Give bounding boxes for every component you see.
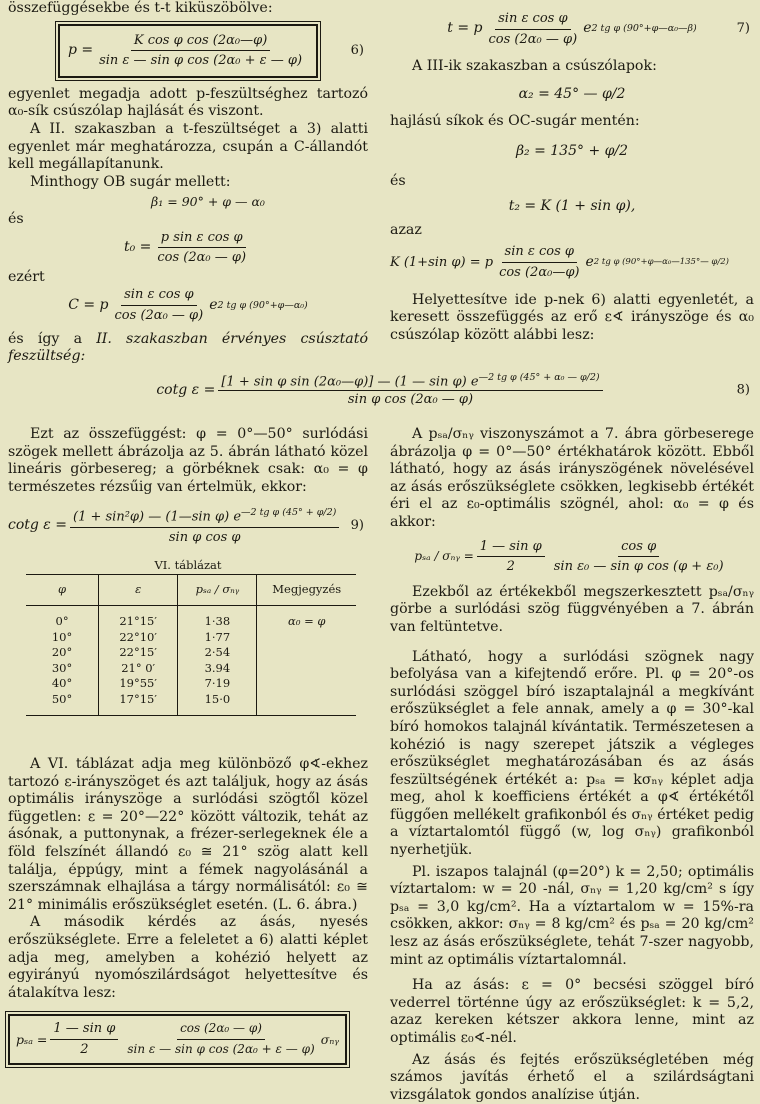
equation-7: t = p $\frac{\text{sin ε cos φ}}{\text{cos (2α₀ — φ)}}$ e 2 tg φ (90°+φ—α₀—β) 7) [447,11,750,47]
fraction: $\frac{\text{sin ε cos φ}}{\text{cos (2α₀—φ)}}$ [499,244,580,280]
right-column-bottom [390,426,754,1104]
equation-alpha2: α₂ = 45° — φ/2 [518,85,626,102]
left-column-top [8,0,368,366]
table-row: 30° 21° 0′ 3.94 [26,661,356,677]
paragraph: A második kérdés az ásás, nyesés erőszükséglete. Erre a feleletet a 6) alatti képlet adja meg, amelyben a kohézió helyett az egyirányú nyomószilárdságot helyettesítve és átalakítva lesz: [8,914,368,1001]
paragraph: összefüggésekbe és t-t kiküszöbölve: [8,0,273,16]
equation-beta2: β₂ = 135° + φ/2 [515,142,629,159]
table-row: 10° 22°10′ 1·77 [26,630,356,646]
left-column-bottom [8,426,368,1065]
table-row: 50° 17°15′ 15·0 [26,692,356,716]
table-row: 20° 22°15′ 2·54 [26,645,356,661]
fraction: $\frac{\text{1 — sin φ}}{2}$ [50,1020,118,1058]
equation-bottom-box: pₛₐ = $\frac{\text{1 — sin φ}}{2}$ $\frac{\text{cos (2α₀ — φ)}}{\text{sin ε — sin φ cos (2α₀ + ε — φ)}}$ σₙᵧ [8,1014,347,1064]
data-table [26,574,356,716]
equation-9: cotg ε = $\frac{(1 + \sin^2\varphi) — (1—\sin \varphi) e^{—2 tg \varphi (45^\circ + \varphi/2)}}{\text{sin φ cos φ}}$ 9) [8,504,368,547]
paragraph: A pₛₐ/σₙᵧ viszonyszámot a 7. ábra görbeserege ábrázolja φ = 0°—50° értékhatárok között. Ebből látható, hogy az ásás irányszögének növelésével az ásás erőszükséglete csökken, legkisebb értékét éri el az ε₀-optimális szögnél, ahol: α₀ = φ és akkor: [390,426,754,530]
fraction: $\frac{\text{K cos φ cos (2α₀—φ)}}{\text{sin ε — sin φ cos (2α₀ + ε — φ)}}$ [99,32,303,69]
equation-8: cotg ε = [1 + sin φ sin (2α₀—φ)] — (1 — sin φ) $e^{—2 tg \varphi (45^\circ + \alpha_0 — \varphi/2)}$ sin φ cos (2α₀ — φ) 8) [156,372,750,408]
equation-bottom [8,1014,368,1064]
paragraph: A VI. táblázat adja meg különböző φ∢-ekhez tartozó ε-irányszöget és azt találjuk, hogy az ásás optimális irányszöge a surlódási szögtől közel független: ε = 20°—22° között változik, tehát az ásónak, a puttonynak, a frézer-serlegeknek éle a föld felszínét állandó ε₀ ≅ 21° szög alatt kell találja, éppúgy, mint a fémek nagyolásánál a szerszámnak elhajlása a tárgy normálisától: ε₀ ≅ 21° minimális erőszükséglet esetén. (L. 6. ábra.) [8,756,368,913]
paragraph: Pl. iszapos talajnál (φ=20°) k = 2,50; optimális víztartalom: w = 20 -nál, σₙᵧ = 1,20 kg/cm² s így pₛₐ = 3,0 kg/cm². Ha a víztartalom w = 15%-ra csökken, akkor: σₙᵧ = 8 kg/cm² és pₛₐ = 20 kg/cm² lesz az ásás erőszükséglete, tehát 7-szer nagyobb, mint az optimális víztartalomnál. [390,863,754,968]
fraction: $\frac{\text{cos (2α₀ — φ)}}{\text{sin ε — sin φ cos (2α₀ + ε — φ)}}$ [127,1021,315,1056]
equation-optimal: pₛₐ / σₙᵧ = $\frac{\text{1 — sin φ}}{2}$ $\frac{\text{cos φ}}{\text{sin ε₀ — sin φ cos (φ + ε₀)}}$ [390,538,754,576]
equation-6-box: p = $\frac{\text{K cos φ cos (2α₀—φ)}}{\text{sin ε — sin φ cos (2α₀ + ε — φ)}}$ [58,24,318,78]
equation-number: 7) [736,21,750,37]
paragraph: Ezt az összefüggést: φ = 0°—50° surlódási szögek mellett ábrázolja az 5. ábrán látható közel lineáris görbesereg; a görbéknek csak: α₀ = φ természetes rézsűig van értelmük, ekkor: [8,426,368,495]
fraction: $\frac{\text{1 — sin φ}}{2}$ [477,538,545,576]
paragraph: A II. szakaszban a t-feszültséget a 3) alatti egyenlet már meghatározza, csupán a C-állandót kell megállapítanunk. [8,120,368,173]
fraction: [1 + sin φ sin (2α₀—φ)] — (1 — sin φ) $e^{—2 tg \varphi (45^\circ + \alpha_0 — \varphi/2)}$ sin φ cos (2α₀ — φ) [218,372,602,407]
paragraph: Helyettesítve ide p-nek 6) alatti egyenletét, a keresett összefüggés az erő ε∢ irányszöge és α₀ csúszólap között alábbi lesz: [390,291,754,343]
paragraph: Minthogy OB sugár mellett: [30,173,231,190]
paragraph: Látható, hogy a surlódási szögnek nagy befolyása van a kifejtendő erőre. Pl. φ = 20°-os surlódási szöggel bíró iszaptalajnál a megkívánt erőszükséglet a fele annak, amely a φ = 30°-kal bíró homokos talajnál kívántatik. Természetesen a kohézió is nagy szerepet játszik a végleges erőszükséglet meghatározásában és az ásás feszültségének értékét a: pₛₐ = kσₙᵧ képlet adja meg, ahol k koefficiens értékét a φ∢ értékétől függően mellékelt grafikonból és σₙᵧ értéket pedig a víztartalomtól függő (w, log σₙᵧ) grafikonból nyerhetjük. [390,648,754,859]
equation-beta1: β₁ = 90° + φ — α₀ [151,194,265,210]
paragraph: és [390,172,406,189]
paragraph: Ha az ásás: ε = 0° becsési szöggel bíró vederrel történne úgy az erőszükséglet: k = 5,2, azaz kereken kétszer akkora lenne, mint az optimális ε₀∢-nél. [390,977,754,1046]
fraction: $\frac{\text{sin ε cos φ}}{\text{cos (2α₀ — φ)}}$ [114,287,204,323]
equation-t2: t₂ = K (1 + sin φ), [508,198,636,215]
paragraph: ezért [8,268,45,285]
table-row: 40° 19°55′ 7·19 [26,676,356,692]
paragraph: Ezekből az értékekből megszerkesztett pₛₐ/σₙᵧ görbe a surlódási szög függvényében a 7. ábrán van feltüntetve. [390,583,754,635]
right-column-top [390,0,754,344]
column-header: ε [99,575,178,606]
column-header: Megjegyzés [257,575,356,606]
paragraph: és így a II. szakaszban érvényes csúsztató feszültség: [8,330,368,365]
paragraph: azaz [390,221,422,238]
column-header: pₛₐ / σₙᵧ [178,575,257,606]
fraction: $\frac{\text{p sin ε cos φ}}{\text{cos (2α₀ — φ)}}$ [157,229,247,266]
paragraph: A III-ik szakaszban a csúszólapok: [412,58,657,75]
paragraph: hajlású síkok és OC-sugár mentén: [390,113,640,130]
paragraph: és [8,210,24,227]
paragraph: egyenlet megadja adott p-feszültséghez tartozó α₀-sík csúszólap hajlását és viszont. [8,85,368,120]
equation-number: 9) [350,517,364,533]
equation-K: K (1+sin φ) = p $\frac{\text{sin ε cos φ}}{\text{cos (2α₀—φ)}}$ e 2 tg φ (90°+φ—α₀—135°— φ/2) [390,244,729,280]
table-caption: VI. táblázat [154,557,222,572]
table-row: 0° 21°15′ 1·38 α₀ = φ [26,606,356,630]
table-header-row [26,575,356,606]
equation-number: 6) [350,42,364,58]
paragraph: Az ásás és fejtés erőszükségletében még számos javítás érhető el a szilárdságtani vizsgálatok gondos analízise útján. [390,1051,754,1103]
fraction: $\frac{(1 + \sin^2\varphi) — (1—\sin \varphi) e^{—2 tg \varphi (45^\circ + \varphi/2)}}{\text{sin φ cos φ}}$ [70,504,339,547]
equation-t0: t₀ = $\frac{\text{p sin ε cos φ}}{\text{cos (2α₀ — φ)}}$ [8,229,368,267]
equation-number: 8) [736,382,750,398]
fraction: $\frac{\text{sin ε cos φ}}{\text{cos (2α₀ — φ)}}$ [488,11,578,47]
equation-6 [8,24,368,78]
fraction: $\frac{\text{cos φ}}{\text{sin ε₀ — sin φ cos (φ + ε₀)}}$ [553,538,724,575]
column-header: φ [26,575,99,606]
equation-C: C = p $\frac{\text{sin ε cos φ}}{\text{cos (2α₀ — φ)}}$ e 2 tg φ (90°+φ—α₀) [68,287,308,323]
